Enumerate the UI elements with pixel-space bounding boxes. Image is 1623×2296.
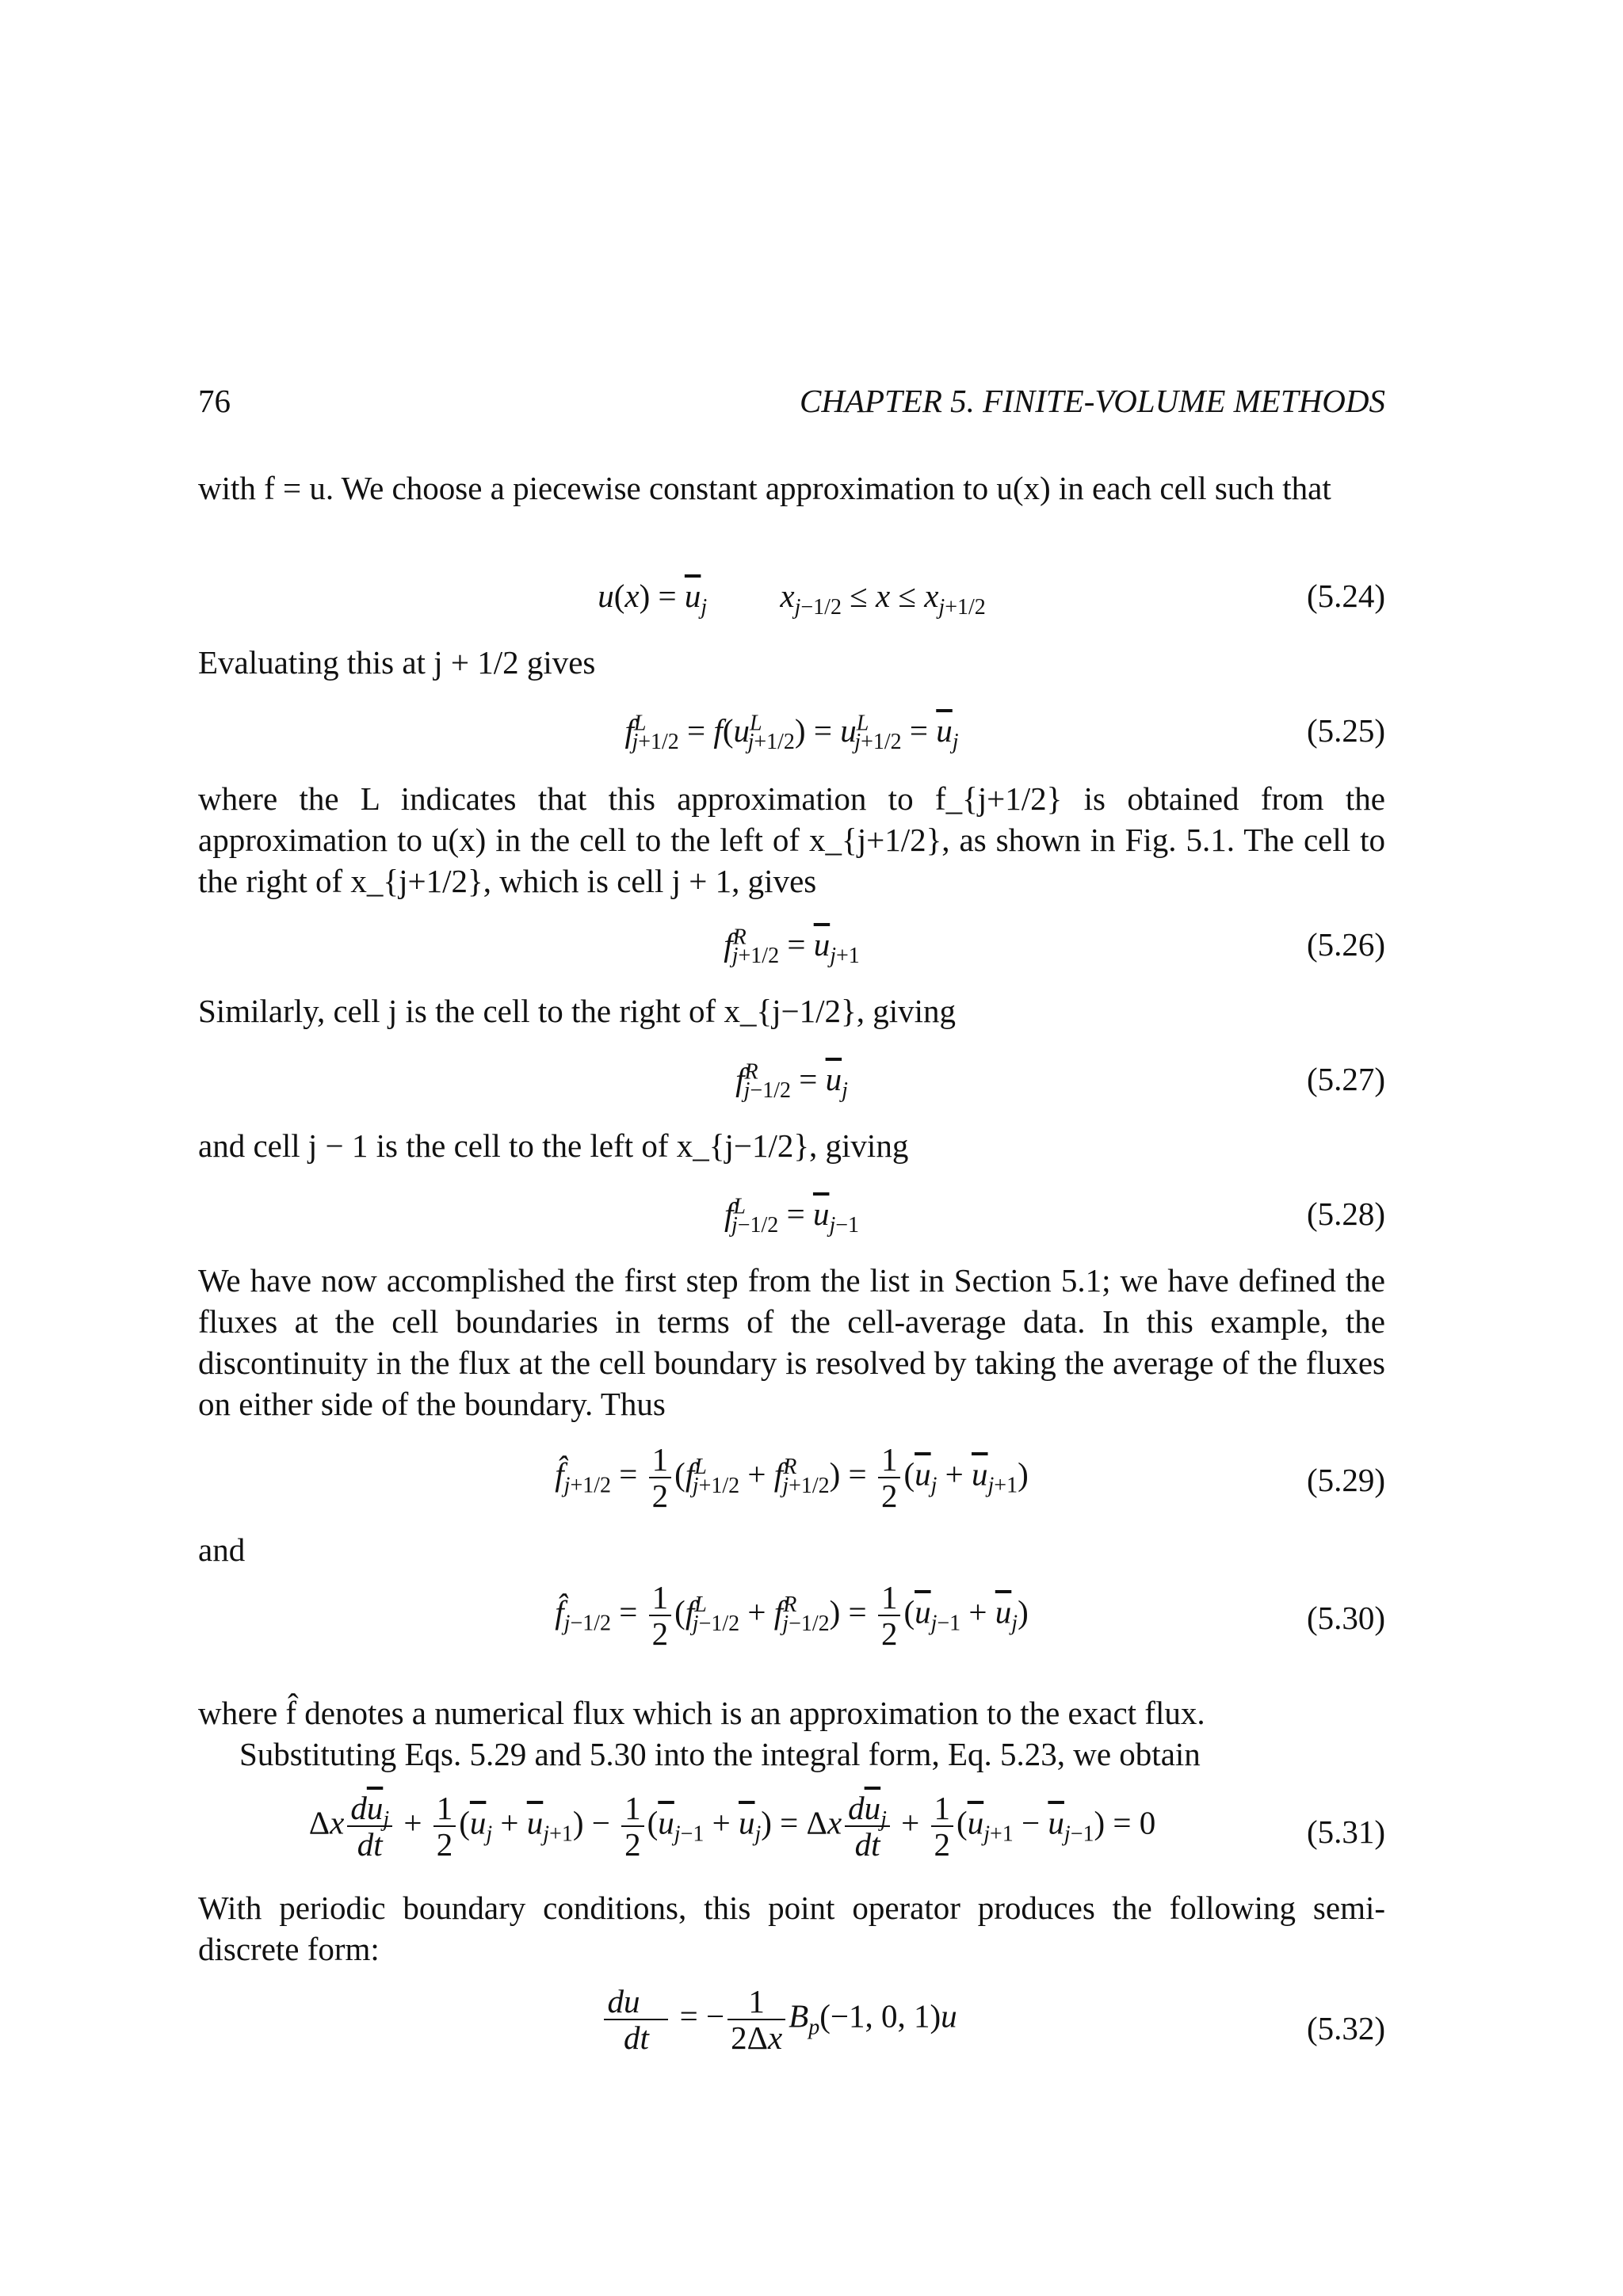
equation-body: $f̂_{j+1/2}$ = $\frac{1}{2}$ $(f^L_{j+1/2} + f^R_{j+1/2})$ = $\frac{1}{2}$ $(\overline{u}_j + \overline{u}_{j+1})$ — [555, 1441, 1029, 1514]
equation-5-25 — [198, 711, 1385, 783]
equation-5-27 — [198, 1060, 1385, 1131]
paragraph-5: and cell j − 1 is the cell to the left of x_{j−1/2}, giving — [198, 1127, 909, 1164]
fraction-half: $\frac{1}{2}$ — [649, 1580, 672, 1651]
equation-number: (5.24) — [1306, 578, 1385, 614]
paragraph-6: We have now accomplished the first step from the list in Section 5.1; we have defined the fluxes at the cell boundaries in terms of the cell-average data. In this example, the discontinuity in the flux at the cell boundary is resolved by taking the average of the fluxes on either side of the boundary. Thus — [198, 1262, 1385, 1422]
paragraph-8b: Substituting Eqs. 5.29 and 5.30 into the integral form, Eq. 5.23, we obtain — [239, 1736, 1201, 1772]
equation-5-26 — [198, 925, 1385, 997]
paragraph-1: with f = u. We choose a piecewise constant approximation to u(x) in each cell such that — [198, 470, 1331, 506]
fraction-du-vec-dt: $\frac{du⃗}{dt}$ — [604, 1984, 668, 2055]
paragraph-2: Evaluating this at j + 1/2 gives — [198, 644, 596, 681]
fraction-half: $\frac{1}{2}$ — [621, 1791, 644, 1862]
equation-number: (5.31) — [1306, 1814, 1385, 1850]
paragraph-3: where the L indicates that this approximation to f_{j+1/2} is obtained from the approximation to u(x) in the cell to the left of x_{j+1/2}, as shown in Fig. 5.1. The cell to the right of x_{j+1/2}, which is cell j + 1, gives — [198, 780, 1385, 899]
fraction-half: $\frac{1}{2}$ — [649, 1442, 672, 1513]
equation-number: (5.28) — [1306, 1196, 1385, 1232]
fraction-half: $\frac{1}{2}$ — [433, 1791, 456, 1862]
equation-body: $f^L_{j-1/2} = \overline{u}_{j-1}$ — [724, 1194, 860, 1238]
equation-body: $\frac{du⃗}{dt}$ = − $\frac{1}{2\Delta x}$ $B_p(-1$, 0, 1)u⃗ — [198, 1984, 1385, 2055]
equation-number: (5.29) — [1306, 1462, 1385, 1498]
equation-number: (5.25) — [1306, 712, 1385, 749]
equation-body: $f^R_{j+1/2} = \overline{u}_{j+1}$ — [724, 925, 860, 969]
page-number: 76 — [198, 383, 231, 419]
paragraph-9: With periodic boundary conditions, this point operator produces the following semi-discrete form: — [198, 1890, 1385, 1967]
fraction-half: $\frac{1}{2}$ — [878, 1580, 901, 1651]
equation-body: Δx $\frac{d\overline{u}_j}{dt}$ + $\frac{1}{2}$ $(\overline{u}_j + \overline{u}_{j+1})$ − $\frac{1}{2}$ $(\overline{u}_{j-1} + \overline{u}_j) = \Delta x$ $\frac{d\overline{u}_j}{dt}$ + $\frac{1}{2}$ $(\overline{u}_{j+1} - \overline{u}_{j-1}) = 0$ — [308, 1790, 1156, 1863]
equation-number: (5.32) — [1306, 2010, 1385, 2046]
paragraph-8a: where f̂ denotes a numerical flux which is an approximation to the exact flux. — [198, 1695, 1205, 1731]
fraction-dudt: $\frac{d\overline{u}_j}{dt}$ — [845, 1791, 890, 1862]
paragraph-4: Similarly, cell j is the cell to the right of x_{j−1/2}, giving — [198, 993, 956, 1029]
equation-number: (5.27) — [1306, 1061, 1385, 1097]
fraction-half: $\frac{1}{2}$ — [878, 1442, 901, 1513]
equation-5-32 — [198, 1984, 1385, 2079]
equation-5-24 — [198, 577, 1385, 648]
paragraph-7: and — [198, 1531, 246, 1568]
equation-5-28 — [198, 1195, 1385, 1266]
equation-body: $u(x) = \overline{u}_j$ $x_{j-1/2} \le x \le x_{j+1/2}$ — [598, 578, 986, 620]
equation-body: $f^L_{j+1/2} = f(u^L_{j+1/2}) = u^L_{j+1/2} = \overline{u}_j$ — [624, 711, 959, 755]
chapter-title: CHAPTER 5. FINITE-VOLUME METHODS — [799, 383, 1385, 419]
fraction-one-over-2dx: $\frac{1}{2\Delta x}$ — [727, 1984, 785, 2055]
running-header — [198, 382, 1385, 426]
equation-number: (5.26) — [1306, 926, 1385, 963]
fraction-dudt: $\frac{d\overline{u}_j}{dt}$ — [347, 1791, 392, 1862]
equation-5-31 — [198, 1791, 1385, 1878]
fraction-half: $\frac{1}{2}$ — [931, 1791, 954, 1862]
equation-body: $f̂_{j-1/2}$ = $\frac{1}{2}$ $(f^L_{j-1/2} + f^R_{j-1/2})$ = $\frac{1}{2}$ $(\overline{u}_{j-1} + \overline{u}_j)$ — [555, 1579, 1029, 1652]
equation-5-30 — [198, 1580, 1385, 1667]
equation-body: $f^R_{j-1/2} = \overline{u}_j$ — [735, 1059, 848, 1104]
equation-number: (5.30) — [1306, 1600, 1385, 1636]
equation-5-29 — [198, 1442, 1385, 1529]
